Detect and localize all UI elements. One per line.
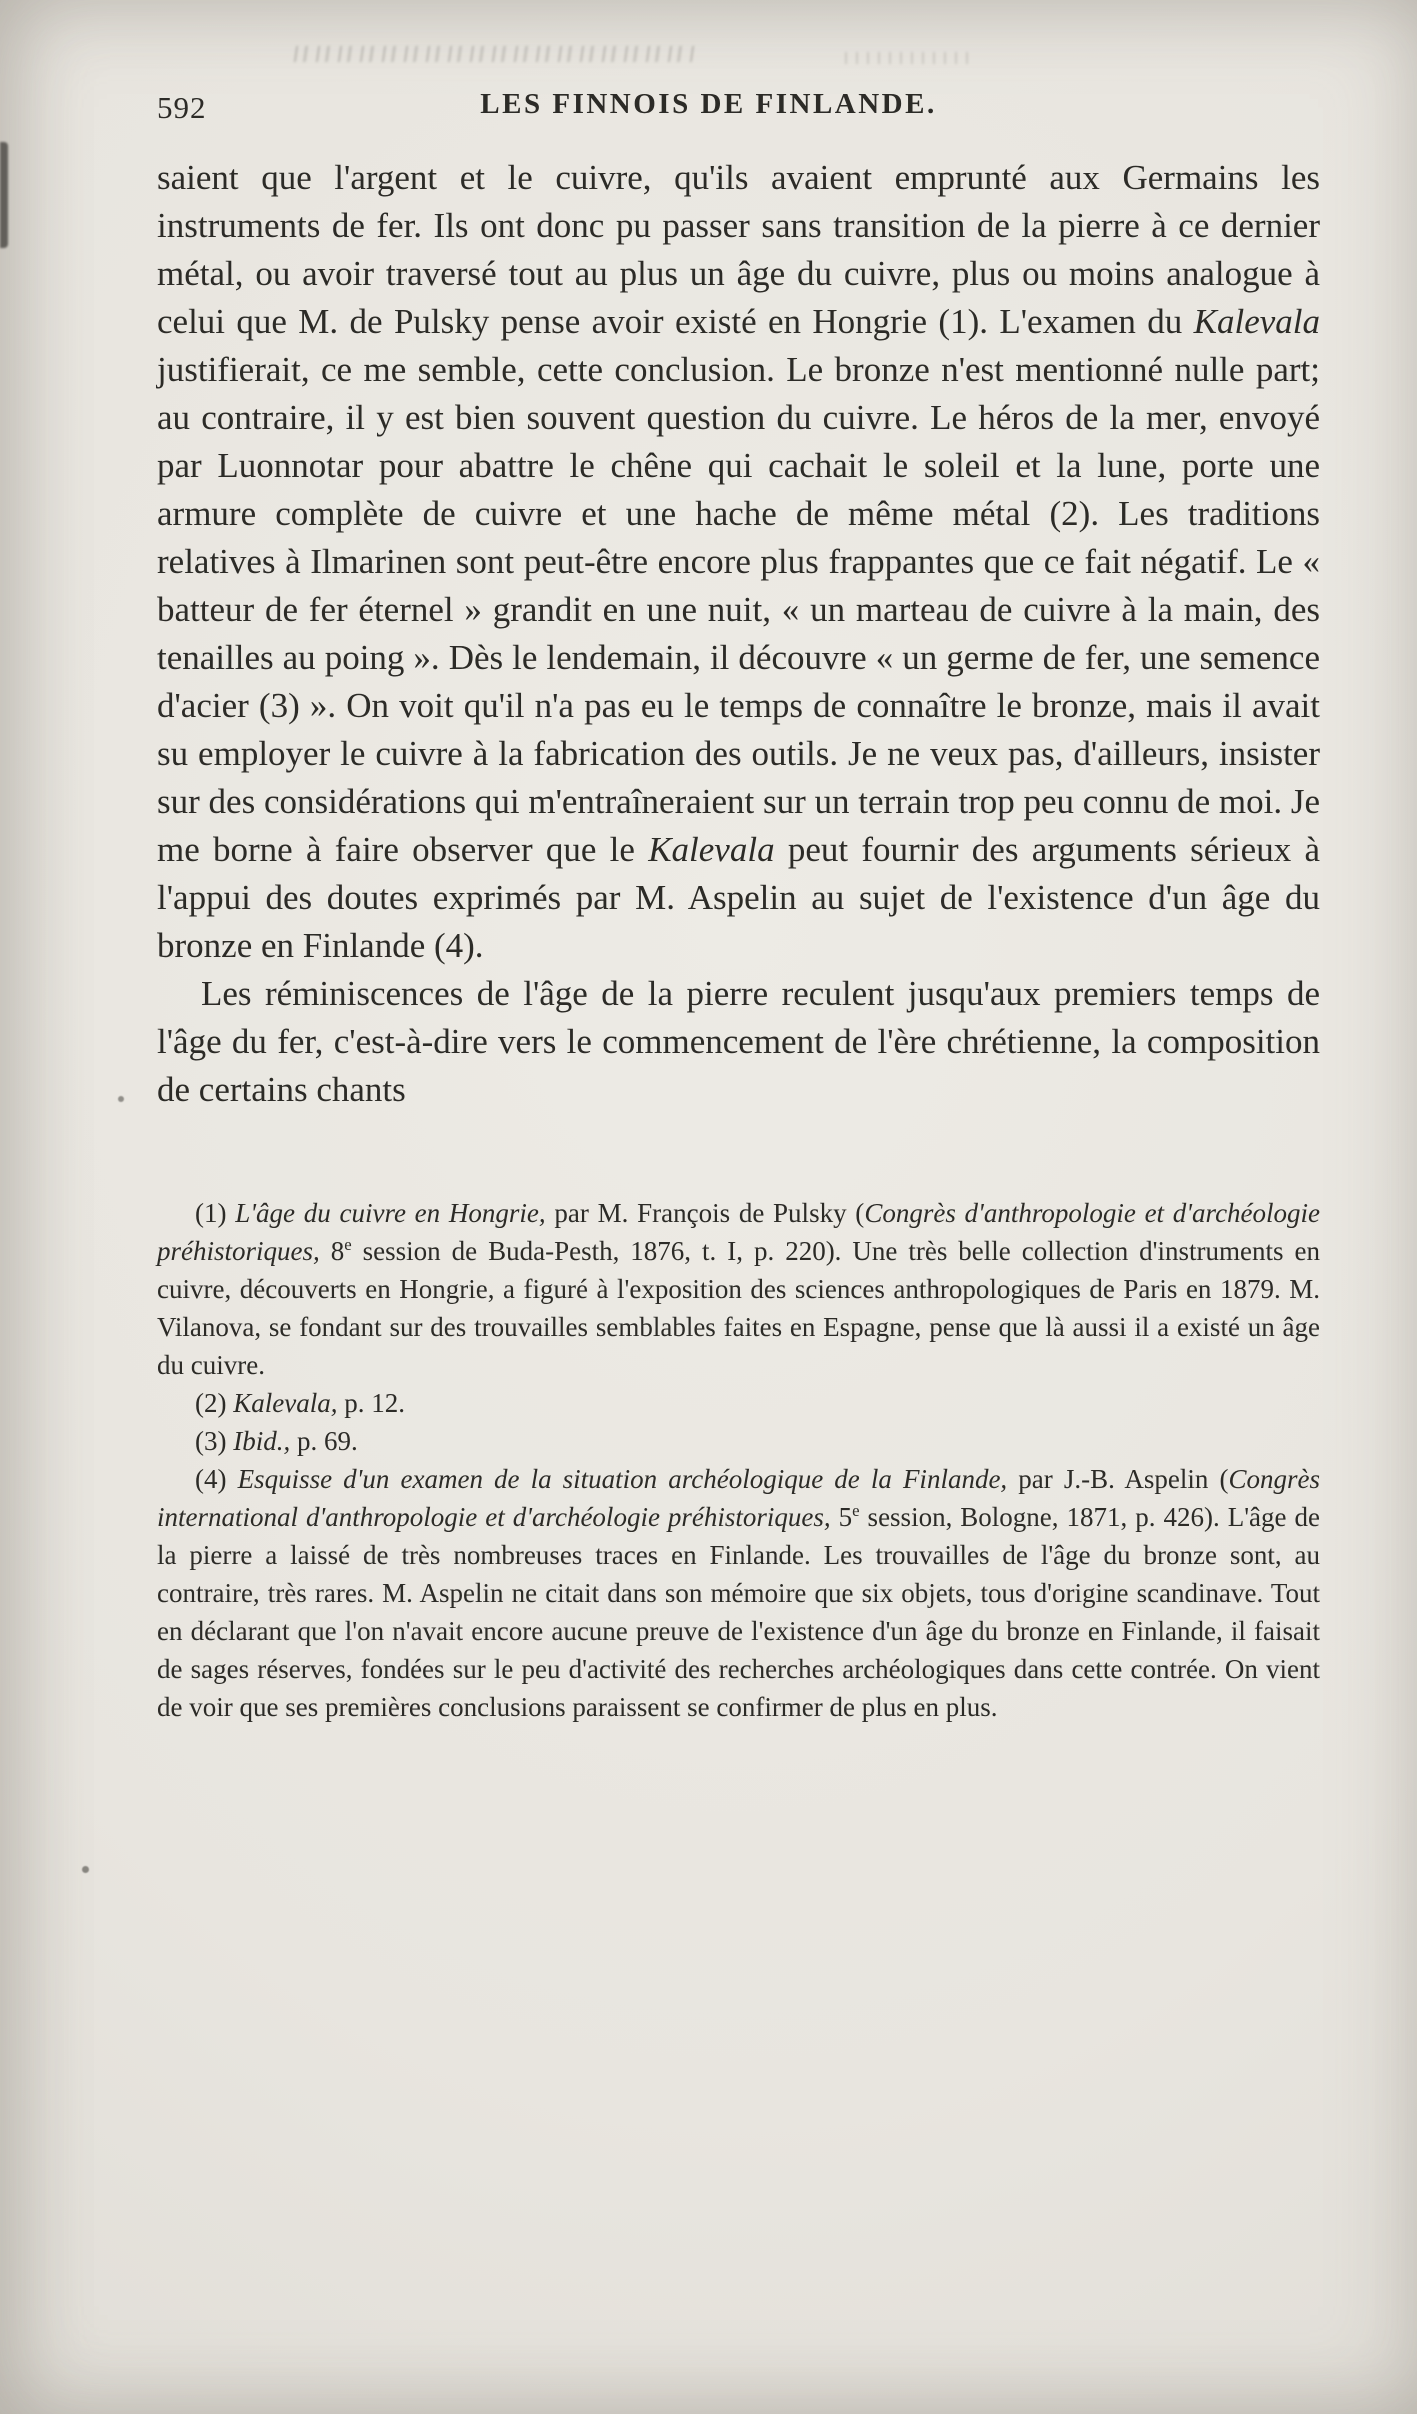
page-header [0, 0, 1417, 132]
footnotes [0, 1114, 1417, 1726]
page-number: 592 [157, 90, 207, 125]
footnote-4: (4) Esquisse d'un examen de la situation archéologique de la Finlande, par J.-B. Aspelin (Congrès international d'anthropologie et d'archéologie préhistoriques, 5e session, Bologne, 1871, p. 426). L'âge de la pierre a laissé de très nombreuses traces en Finlande. Les trouvailles de l'âge du bronze sont, au contraire, très rares. M. Aspelin ne citait dans son mémoire que six objets, tous d'origine scandinave. Tout en déclarant que l'on n'avait encore aucune preuve de l'existence d'un âge du bronze en Finlande, il faisait de sages réserves, fondées sur le peu d'activité des recherches archéologiques dans cette contrée. On vient de voir que ses premières conclusions paraissent se confirmer de plus en plus. [157, 1464, 1320, 1722]
footnote-3: (3) Ibid., p. 69. [195, 1426, 358, 1456]
footnote-2: (2) Kalevala, p. 12. [195, 1388, 405, 1418]
paragraph: saient que l'argent et le cuivre, qu'ils avaient emprunté aux Germains les instruments de fer. Ils ont donc pu passer sans transition de la pierre à ce dernier métal, ou avoir traversé tout au plus un âge du cuivre, plus ou moins analogue à celui que M. de Pulsky pense avoir existé en Hongrie (1). L'examen du Kalevala justifierait, ce me semble, cette conclusion. Le bronze n'est mentionné nulle part; au contraire, il y est bien souvent question du cuivre. Le héros de la mer, envoyé par Luonnotar pour abattre le chêne qui cachait le soleil et la lune, porte une armure complète de cuivre et une hache de même métal (2). Les traditions relatives à Ilmarinen sont peut-être encore plus frappantes que ce fait négatif. Le « batteur de fer éternel » grandit en une nuit, « un marteau de cuivre à la main, des tenailles au poing ». Dès le lendemain, il découvre « un germe de fer, une semence d'acier (3) ». On voit qu'il n'a pas eu le temps de connaître le bronze, mais il avait su employer le cuivre à la fabrication des outils. Je ne veux pas, d'ailleurs, insister sur des considérations qui m'entraîneraient sur un terrain trop peu connu de moi. Je me borne à faire observer que le Kalevala peut fournir des arguments sérieux à l'appui des doutes exprimés par M. Aspelin au sujet de l'existence d'un âge du bronze en Finlande (4). [157, 158, 1320, 965]
running-title: LES FINNOIS DE FINLANDE. [480, 88, 937, 120]
paragraph: Les réminiscences de l'âge de la pierre reculent jusqu'aux premiers temps de l'âge du fer, c'est-à-dire vers le commencement de l'ère chrétienne, la composition de certains chants [157, 974, 1320, 1109]
footnote-1: (1) L'âge du cuivre en Hongrie, par M. François de Pulsky (Congrès d'anthropologie et d'archéologie préhistoriques, 8e session de Buda-Pesth, 1876, t. I, p. 220). Une très belle collection d'instruments en cuivre, découverts en Hongrie, a figuré à l'exposition des sciences anthropologiques de Paris en 1879. M. Vilanova, se fondant sur des trouvailles semblables faites en Espagne, pense que là aussi il a existé un âge du cuivre. [157, 1198, 1321, 1380]
body-text [0, 132, 1417, 1114]
scan-artifact-margin-dot [82, 1866, 89, 1873]
